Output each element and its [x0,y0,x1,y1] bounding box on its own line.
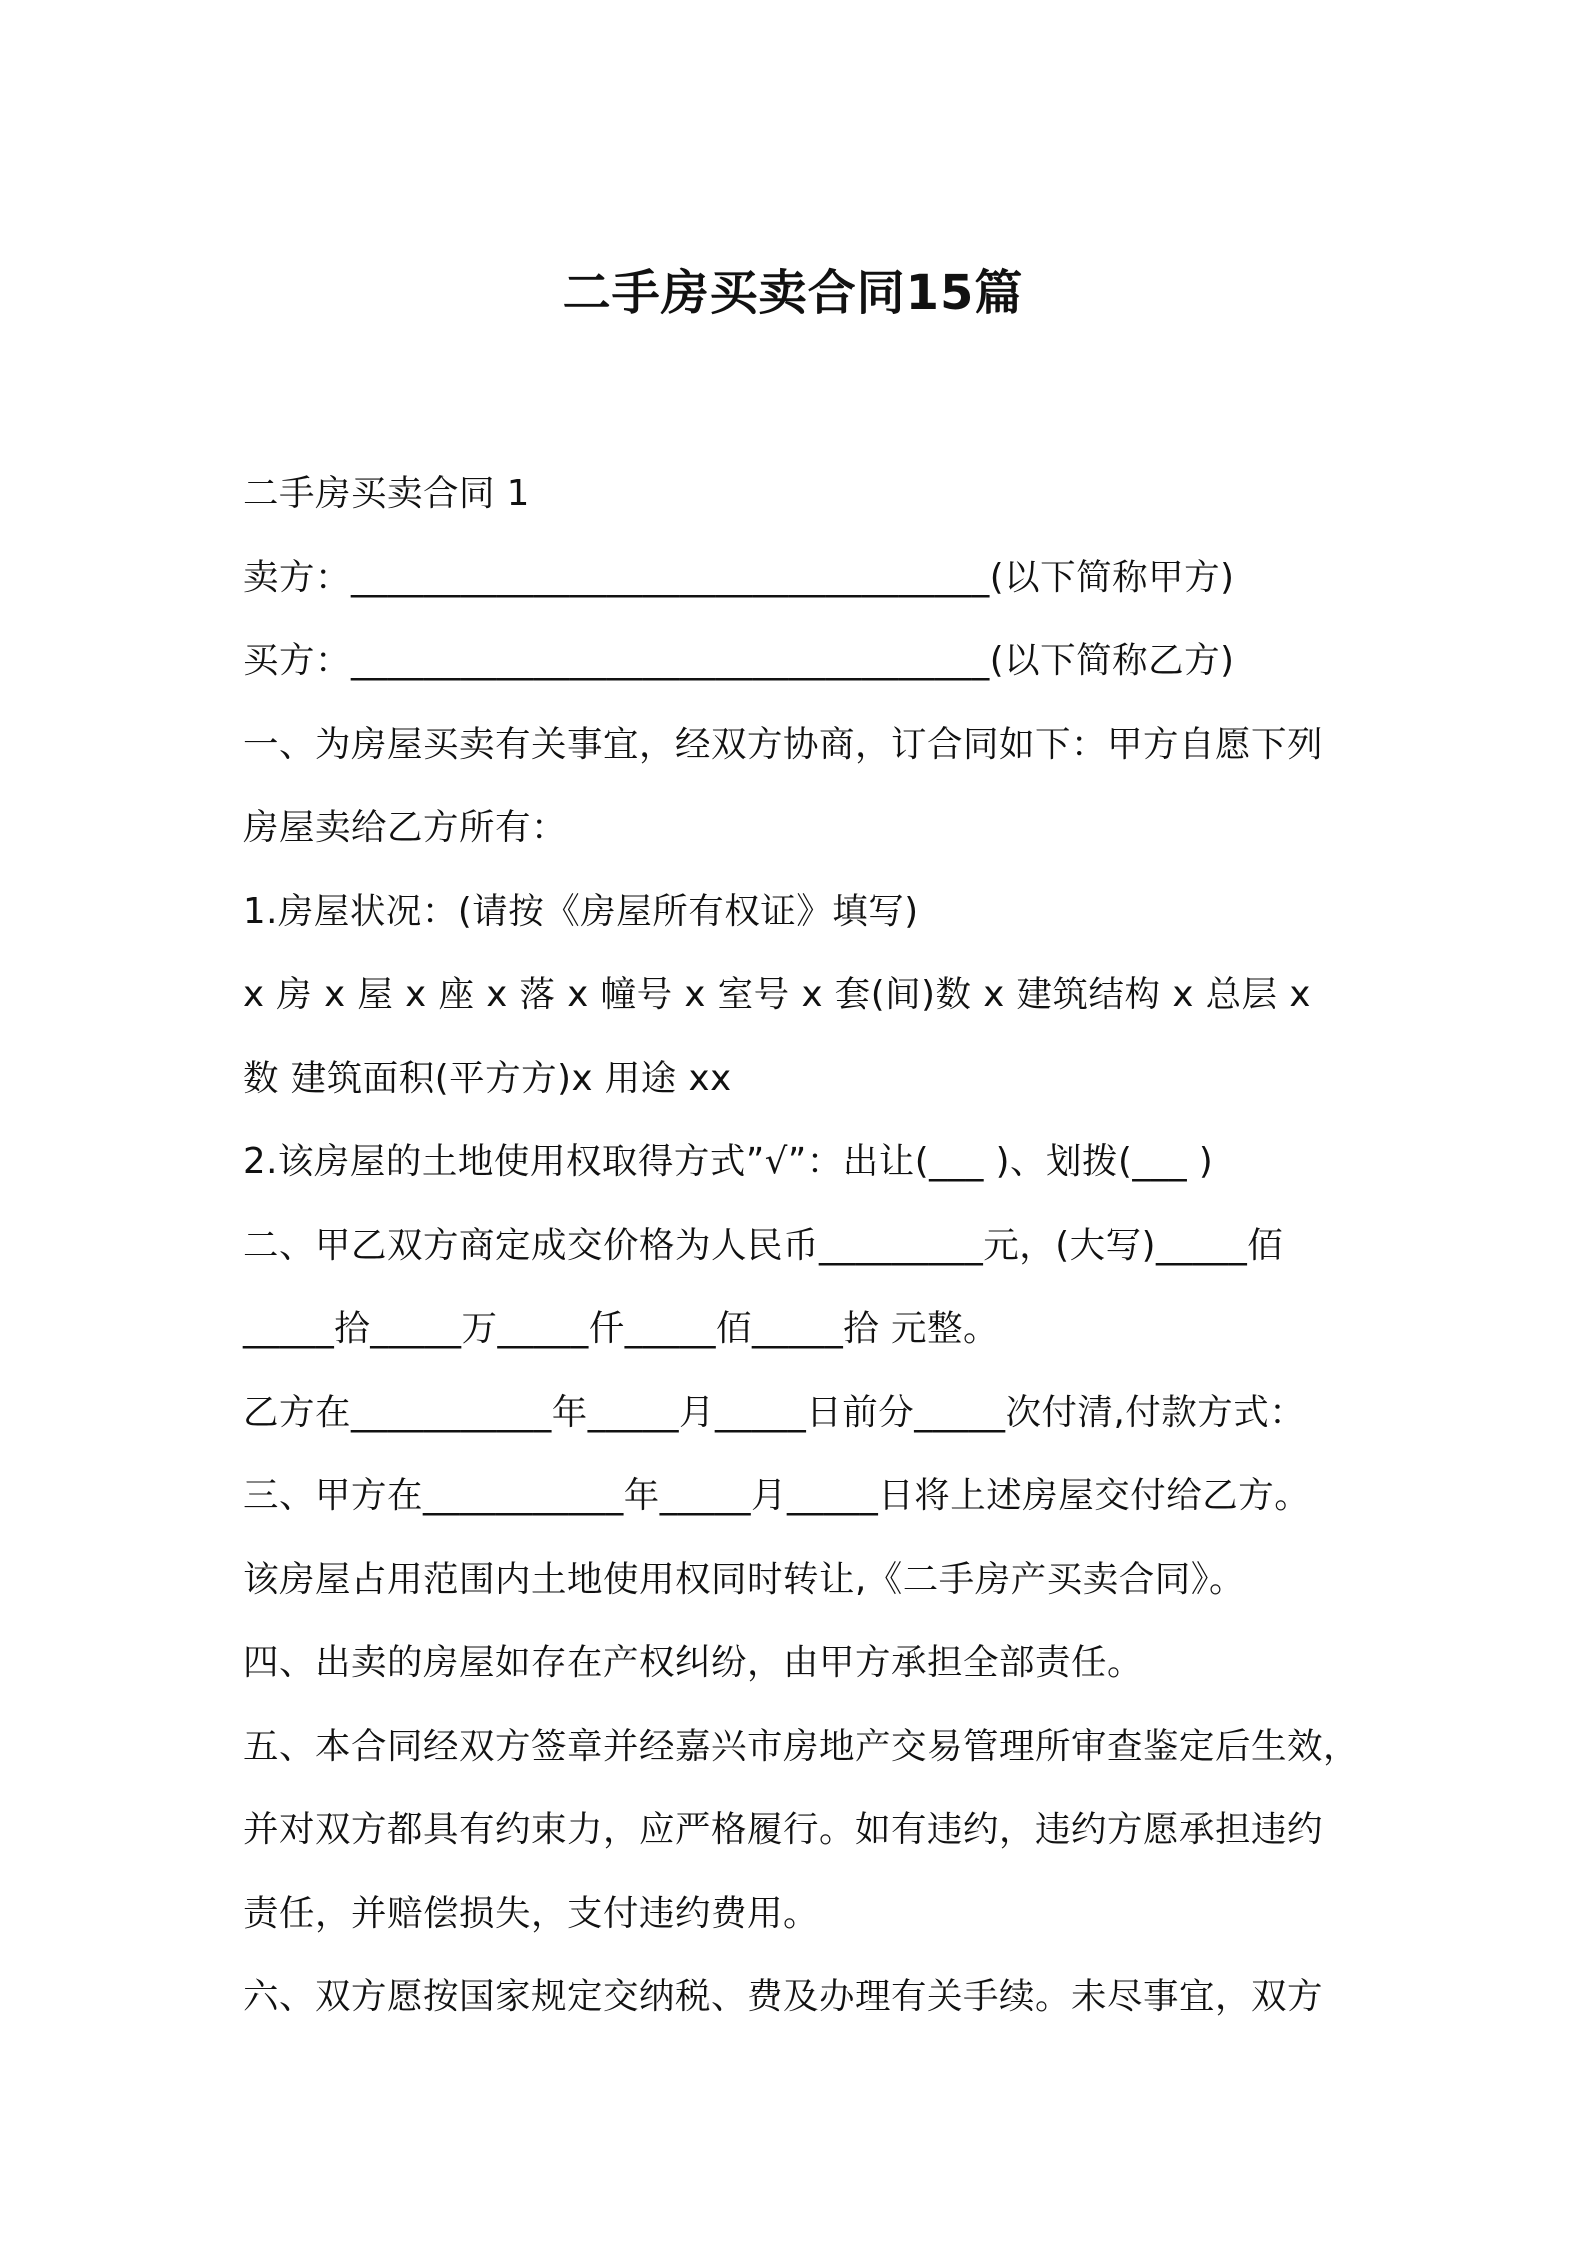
clause-two: 二、甲乙双方商定成交价格为人民币_________元，(大写)_____佰 [243,1224,1284,1266]
document-body [243,452,1383,2039]
seller-line: 卖方：___________________________________(以下简称甲方) [243,556,1235,598]
clause-five-cont: 并对双方都具有约束力，应严格履行。如有违约，违约方愿承担违约 [243,1809,1324,1850]
land-use-right: 2.该房屋的土地使用权取得方式”√”：出让(___ )、划拨(___ ) [243,1141,1214,1182]
clause-four: 四、出卖的房屋如存在产权纠纷，由甲方承担全部责任。 [243,1642,1144,1683]
section-heading: 二手房买卖合同 1 [243,473,530,514]
clause-one: 一、为房屋买卖有关事宜，经双方协商，订合同如下：甲方自愿下列 [243,723,1324,765]
price-in-words: _____拾_____万_____仟_____佰_____拾 元整。 [243,1308,1000,1349]
clause-five: 五、本合同经双方签章并经嘉兴市房地产交易管理所审查鉴定后生效， [243,1725,1360,1767]
payment-terms: 乙方在___________年_____月_____日前分_____次付清,付款方式： [243,1391,1306,1433]
house-status: 1.房屋状况：(请按《房屋所有权证》填写) [243,890,919,932]
document-title: 二手房买卖合同15篇 [562,265,1024,321]
clause-five-end: 责任，并赔偿损失，支付违约费用。 [243,1892,820,1934]
buyer-line: 买方：___________________________________(以下简称乙方) [243,640,1235,681]
clause-three-cont: 该房屋占用范围内土地使用权同时转让,《二手房产买卖合同》。 [243,1558,1246,1600]
house-fields: x 房 x 屋 x 座 x 落 x 幢号 x 室号 x 套(间)数 x 建筑结构 x 总层 x [243,974,1311,1015]
house-fields-cont: 数 建筑面积(平方方)x 用途 xx [243,1057,732,1099]
clause-one-cont: 房屋卖给乙方所有： [243,807,568,848]
clause-six: 六、双方愿按国家规定交纳税、费及办理有关手续。未尽事宜，双方 [243,1976,1324,2017]
clause-three: 三、甲方在___________年_____月_____日将上述房屋交付给乙方。 [243,1475,1311,1516]
